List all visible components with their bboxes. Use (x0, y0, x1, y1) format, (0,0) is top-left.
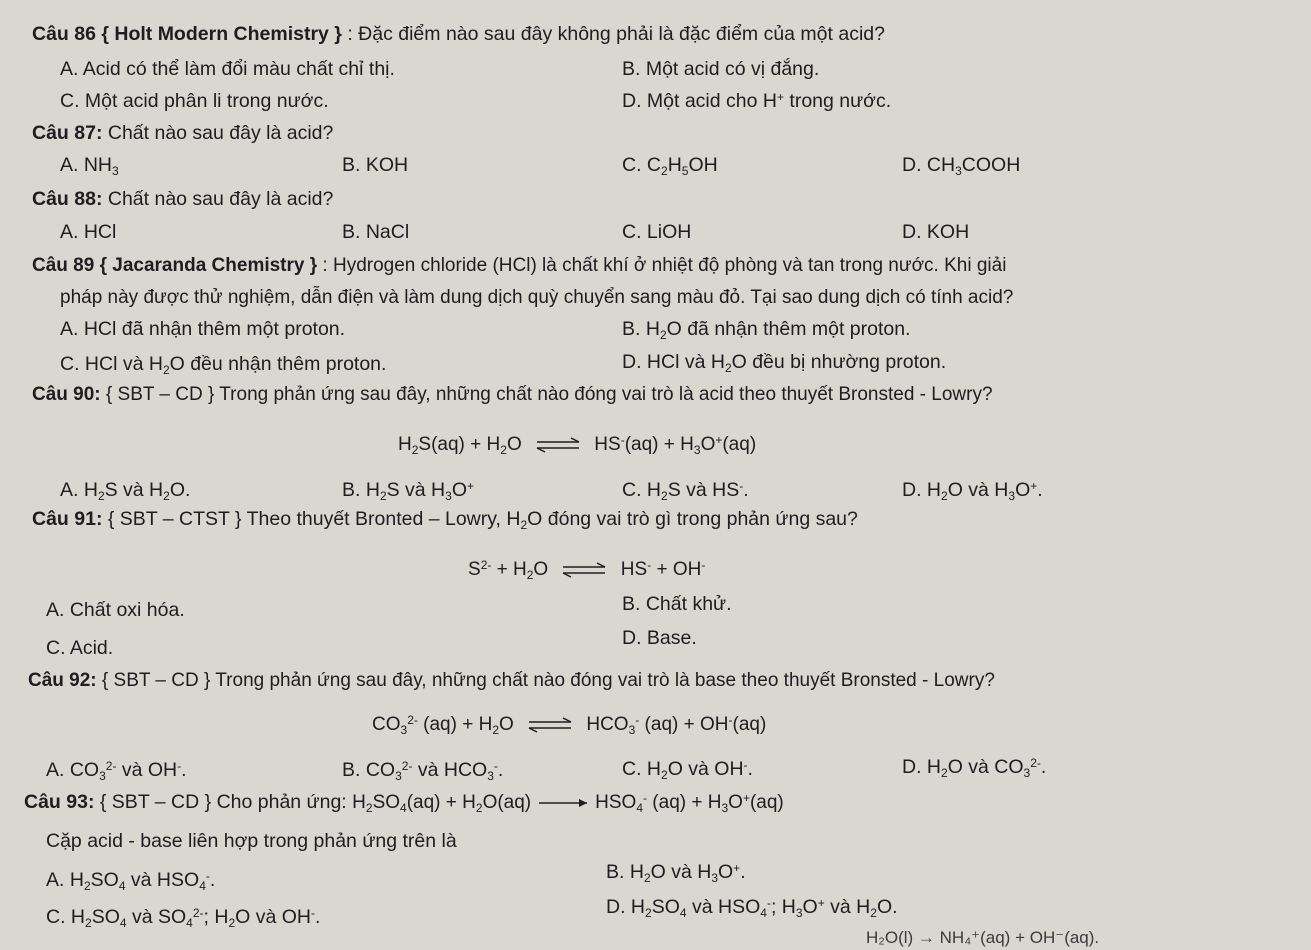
question-93-instruction: Cặp acid - base liên hợp trong phản ứng trên là (46, 830, 457, 852)
question-88-option-b: B. NaCl (342, 221, 410, 243)
reaction-arrow-icon (537, 797, 589, 809)
question-90-option-a: A. $H_2S$ và $H_2O$. (60, 479, 191, 503)
question-90-stem: Câu 90: { SBT – CD } Trong phản ứng sau đây, những chất nào đóng vai trò là acid theo thuyết Bronsted - Lowry? (32, 384, 993, 405)
question-93-option-c: C. $H_2SO_4$ và $SO_4^{2-}$; $H_2O$ và OH-. (46, 906, 321, 930)
question-87-stem: Câu 87: Chất nào sau đây là acid? (32, 122, 334, 144)
question-89-stem: Câu 89 { Jacaranda Chemistry } : Hydrogen chloride (HCl) là chất khí ở nhiệt độ phòng và tan trong nước. Khi giải (32, 255, 1007, 276)
question-93-option-d: D. $H_2SO_4$ và $HSO_4^-$; $H_3O^+$ và $H_2O$. (606, 896, 898, 920)
question-89-label: Câu 89 { Jacaranda Chemistry } (32, 255, 318, 276)
question-87-option-c: C. $C_2H_5OH$ (622, 154, 718, 178)
question-86-stem: Câu 86 { Holt Modern Chemistry } : Đặc điểm nào sau đây không phải là đặc điểm của một acid? (32, 23, 885, 45)
cutoff-equation-fragment: H₂O(l) → NH₄⁺(aq) + OH⁻(aq). (866, 928, 1100, 947)
question-92-equation: $CO_3^{2-}$ $(aq) + H_2O$ $HCO_3^-$ (aq) + OH-(aq) (372, 713, 767, 737)
question-93-option-b: B. $H_2O$ và $H_3O^+$. (606, 861, 746, 885)
question-86-option-d: D. Một acid cho H+ trong nước. (622, 90, 892, 112)
equilibrium-arrow-icon (535, 437, 581, 453)
question-91-option-b: B. Chất khử. (622, 593, 732, 615)
question-87-option-b: B. KOH (342, 154, 409, 176)
question-92-option-b: B. $CO_3^{2-}$ và $HCO_3^-$. (342, 759, 504, 783)
question-91-option-d: D. Base. (622, 627, 697, 649)
question-91-option-c: C. Acid. (46, 637, 114, 659)
question-91-label: Câu 91: (32, 508, 103, 530)
question-92-option-c: C. $H_2O$ và OH-. (622, 758, 753, 782)
question-91-option-a: A. Chất oxi hóa. (46, 599, 185, 621)
question-86-option-c: C. Một acid phân li trong nước. (60, 90, 329, 112)
question-90-option-c: C. $H_2S$ và HS-. (622, 479, 749, 503)
question-87-label: Câu 87: (32, 122, 103, 144)
question-91-stem: Câu 91: { SBT – CTST } Theo thuyết Bronted – Lowry, $H_2O$ đóng vai trò gì trong phản ứng sau? (32, 508, 858, 532)
question-88-option-c: C. LiOH (622, 221, 692, 243)
question-93-label: Câu 93: (24, 791, 95, 813)
question-88-label: Câu 88: (32, 188, 103, 210)
question-87-option-a: A. $NH_3$ (60, 154, 119, 178)
question-93-option-a: A. $H_2SO_4$ và $HSO_4^-$. (46, 869, 216, 893)
question-92-label: Câu 92: (28, 670, 97, 691)
question-86-option-b: B. Một acid có vị đắng. (622, 58, 820, 80)
question-86-label: Câu 86 { Holt Modern Chemistry } (32, 23, 342, 45)
question-88-option-d: D. KOH (902, 221, 970, 243)
question-86-option-a: A. Acid có thể làm đổi màu chất chỉ thị. (60, 58, 395, 80)
question-92-stem: Câu 92: { SBT – CD } Trong phản ứng sau đây, những chất nào đóng vai trò là base theo thuyết Bronsted - Lowry? (28, 670, 995, 691)
question-88-stem: Câu 88: Chất nào sau đây là acid? (32, 188, 334, 210)
equilibrium-arrow-icon (527, 717, 573, 733)
question-90-option-b: B. $H_2S$ và $H_3O^+$ (342, 479, 475, 503)
question-89-stem-continued: pháp này được thử nghiệm, dẫn điện và làm dung dịch quỳ chuyển sang màu đỏ. Tại sao dung dịch có tính acid? (60, 287, 1014, 308)
question-93-stem: Câu 93: { SBT – CD } Cho phản ứng: $H_2SO_4(aq) + H_2O(aq)$ $HSO_4^-$ $(aq) + H_3O^+(aq)$ (24, 791, 784, 815)
question-89-option-d: D. HCl và $H_2O$ đều bị nhường proton. (622, 351, 947, 375)
question-90-label: Câu 90: (32, 384, 101, 405)
question-91-equation: $S^{2-} + H_2O$ HS- + OH- (468, 558, 706, 582)
question-93-equation: $H_2SO_4(aq) + H_2O(aq)$ $HSO_4^-$ $(aq) + H_3O^+(aq)$ (352, 791, 784, 815)
equilibrium-arrow-icon (561, 562, 607, 578)
question-92-option-d: D. $H_2O$ và $CO_3^{2-}$. (902, 756, 1047, 780)
question-90-option-d: D. $H_2O$ và $H_3O^+$. (902, 479, 1043, 503)
question-89-option-c: C. HCl và $H_2O$ đều nhận thêm proton. (60, 353, 387, 377)
question-90-equation: $H_2S(aq) + H_2O$ $HS^-(aq) + H_3O^+(aq)$ (398, 433, 757, 457)
question-88-option-a: A. HCl (60, 221, 117, 243)
question-87-option-d: D. $CH_3COOH$ (902, 154, 1021, 178)
question-89-option-a: A. HCl đã nhận thêm một proton. (60, 318, 346, 340)
question-89-option-b: B. $H_2O$ đã nhận thêm một proton. (622, 318, 911, 342)
question-92-option-a: A. $CO_3^{2-}$ và OH-. (46, 759, 187, 783)
